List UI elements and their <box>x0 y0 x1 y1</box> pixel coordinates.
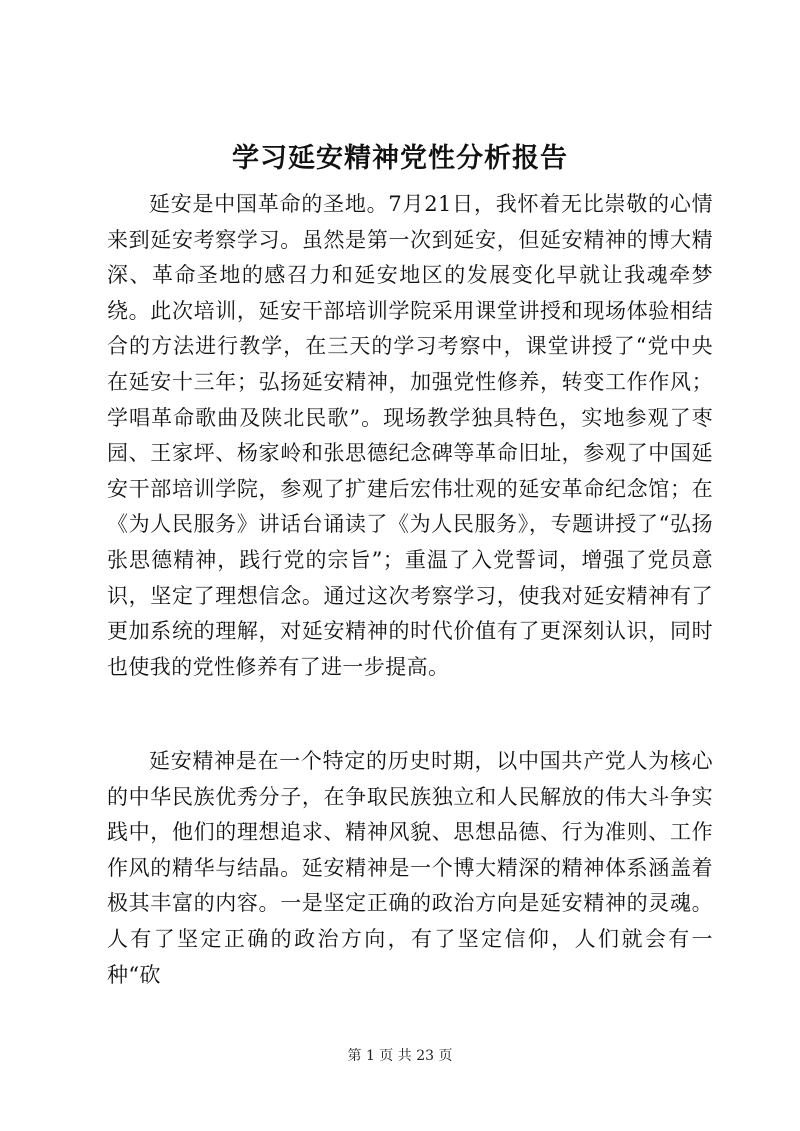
page-number-footer: 第 1 页 共 23 页 <box>347 1048 453 1064</box>
body-paragraph: 延安精神是在一个特定的历史时期，以中国共产党人为核心的中华民族优秀分子，在争取民族独立和人民解放的伟大斗争实践中，他们的理想追求、精神风貌、思想品德、行为准则、工作作风的精华与结晶。延安精神是一个博大精深的精神体系涵盖着极其丰富的内容。一是坚定正确的政治方向是延安精神的灵魂。人有了坚定正确的政治方向，有了坚定信仰，人们就会有一种“砍 <box>107 749 713 987</box>
body-paragraph: 延安是中国革命的圣地。7月21日，我怀着无比崇敬的心情来到延安考察学习。虽然是第一次到延安，但延安精神的博大精深、革命圣地的感召力和延安地区的发展变化早就让我魂牵梦绕。此次培训，延安干部培训学院采用课堂讲授和现场体验相结合的方法进行教学，在三天的学习考察中，课堂讲授了“党中央在延安十三年；弘扬延安精神，加强党性修养，转变工作作风；学唱革命歌曲及陕北民歌”。现场教学独具特色，实地参观了枣园、王家坪、杨家岭和张思德纪念碑等革命旧址，参观了中国延安干部培训学院，参观了扩建后宏伟壮观的延安革命纪念馆；在《为人民服务》讲话台诵读了《为人民服务》，专题讲授了“弘扬张思德精神，践行党的宗旨”；重温了入党誓词，增强了党员意识，坚定了理想信念。通过这次考察学习，使我对延安精神有了更加系统的理解，对延安精神的时代价值有了更深刻认识，同时也使我的党性修养有了进一步提高。 <box>107 192 713 679</box>
page-title: 学习延安精神党性分析报告 <box>232 143 568 174</box>
